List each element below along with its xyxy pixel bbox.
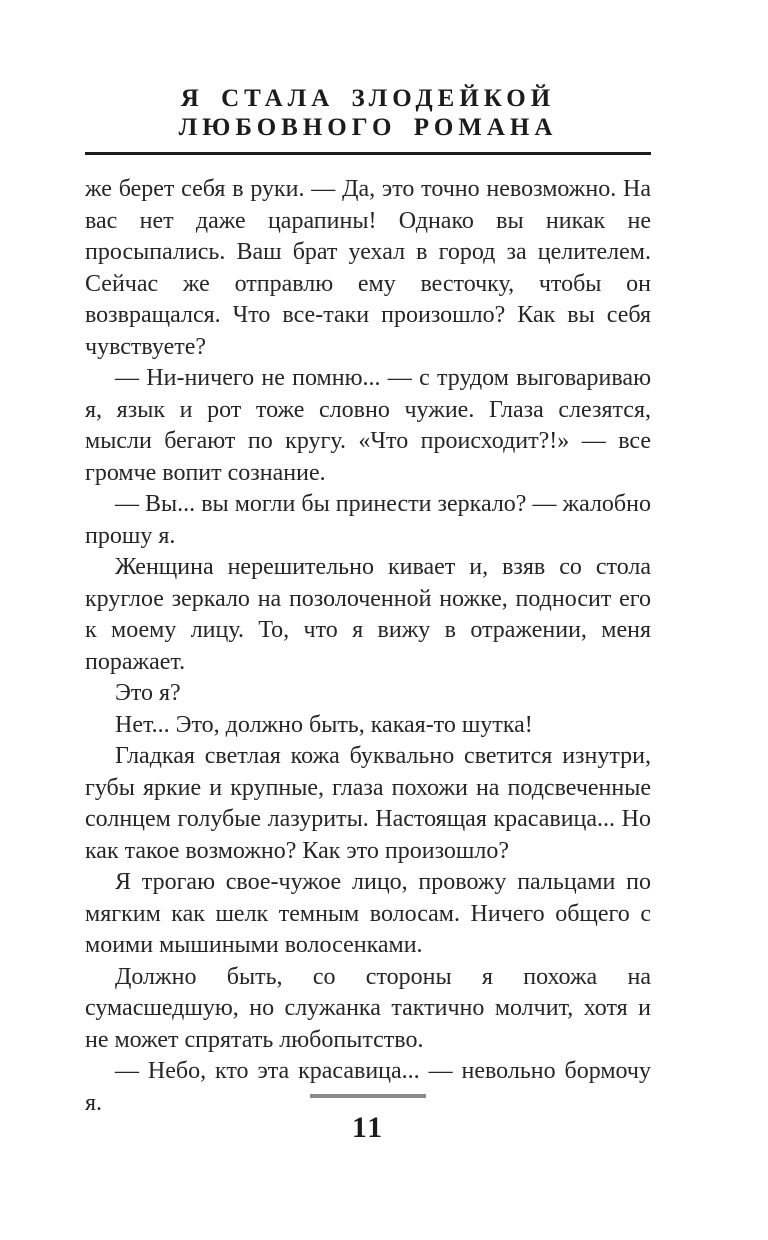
page-footer bbox=[85, 1094, 651, 1145]
title-line-2: ЛЮБОВНОГО РОМАНА bbox=[178, 114, 558, 141]
paragraph: — Вы... вы могли бы принести зеркало? — жалобно прошу я. bbox=[85, 491, 651, 549]
page-content bbox=[85, 84, 651, 1119]
paragraph: Должно быть, со стороны я похожа на сумасшедшую, но служанка тактично молчит, хотя и не может спрятать любопытство. bbox=[85, 963, 651, 1053]
paragraph: же берет себя в руки. — Да, это точно невозможно. На вас нет даже царапины! Однако вы никак не просыпались. Ваш брат уехал в город за целителем. Сейчас же отправлю ему весточку, чтобы он возвращался. Что все-таки произошло? Как вы себя чувствуете? bbox=[85, 176, 651, 360]
header-rule bbox=[85, 152, 651, 155]
paragraph: Женщина нерешительно кивает и, взяв со стола круглое зеркало на позолоченной ножке, подносит его к моему лицу. То, что я вижу в отражении, меня поражает. bbox=[85, 554, 651, 675]
footer-divider bbox=[310, 1094, 426, 1098]
paragraph: — Небо, кто эта красавица... — невольно бормочу я. bbox=[85, 1058, 651, 1116]
title-line-1: Я СТАЛА ЗЛОДЕЙКОЙ bbox=[180, 85, 556, 112]
body-text bbox=[85, 174, 651, 1119]
paragraph: Это я? bbox=[115, 680, 181, 706]
paragraph: Я трогаю свое-чужое лицо, провожу пальцами по мягким как шелк темным волосам. Ничего общего с моими мышиными волосенками. bbox=[85, 869, 651, 958]
page-number: 11 bbox=[351, 1111, 385, 1144]
paragraph: — Ни-ничего не помню... — с трудом выговариваю я, язык и рот тоже словно чужие. Глаза слезятся, мысли бегают по кругу. «Что происходит?!» — все громче вопит сознание. bbox=[85, 365, 651, 486]
paragraph: Гладкая светлая кожа буквально светится изнутри, губы яркие и крупные, глаза похожи на подсвеченные солнцем голубые лазуриты. Настоящая красавица... Но как такое возможно? Как это произошло? bbox=[85, 743, 651, 864]
paragraph: Нет... Это, должно быть, какая-то шутка! bbox=[115, 711, 533, 738]
running-head-title bbox=[85, 84, 651, 142]
